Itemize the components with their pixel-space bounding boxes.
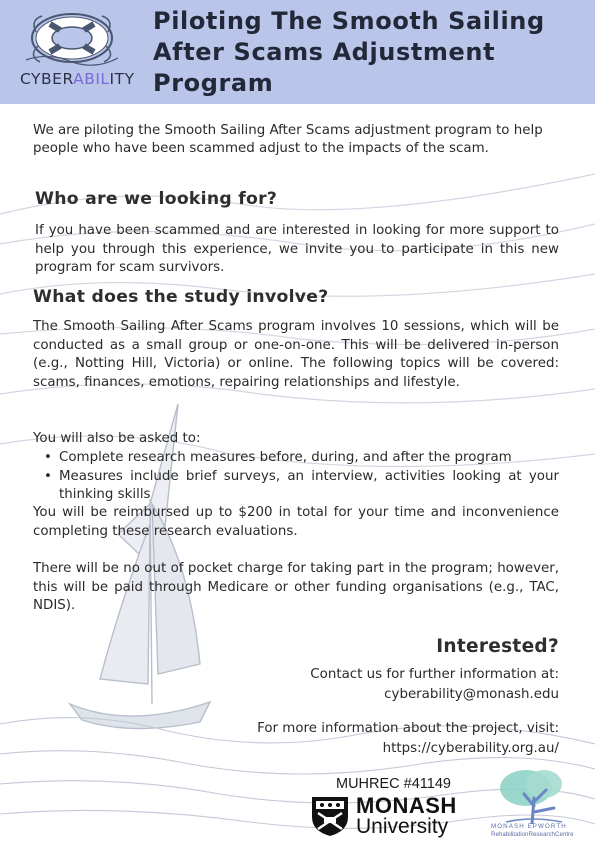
- bullet-icon: •: [44, 468, 52, 484]
- list-item: • Measures include brief surveys, an interview, activities looking at your thinking skills: [44, 468, 559, 502]
- ethics-approval-number: MUHREC #41149: [336, 776, 451, 792]
- intro-paragraph: We are piloting the Smooth Sailing After Scams adjustment program to help people who have been scammed adjust to the impacts of the scam.: [33, 123, 543, 156]
- monash-logo-name: MONASH: [356, 793, 457, 818]
- monash-logo-university: University: [356, 815, 449, 838]
- also-asked-text: You will also be asked to:: [33, 431, 201, 446]
- reimbursement-paragraph: You will be reimbursed up to $200 in total for your time and inconvenience completing these research evaluations.: [33, 505, 559, 539]
- contact-line: Contact us for further information at:: [310, 667, 559, 682]
- mep-logo-line1: MONASH EPWORTH: [491, 823, 567, 830]
- bullet-icon: •: [44, 450, 52, 465]
- study-heading: What does the study involve?: [33, 287, 329, 307]
- monash-crest-icon: [310, 795, 350, 837]
- more-info-line: For more information about the project, visit:: [257, 721, 559, 736]
- contact-block: [310, 665, 559, 705]
- who-paragraph: If you have been scammed and are interested in looking for more support to help you through this experience, we invite you to participate in this new program for scam survivors.: [35, 223, 559, 275]
- website-link[interactable]: https://cyberability.org.au/: [382, 741, 559, 756]
- lifebuoy-icon: [8, 6, 138, 72]
- tree-logo-icon: [496, 768, 568, 824]
- logo-wordmark: CYBERABILITY: [20, 70, 135, 88]
- header-banner: [0, 0, 595, 104]
- list-item: • Complete research measures before, during, and after the program: [43, 449, 559, 468]
- more-info-block: [257, 719, 559, 759]
- requirements-list: [43, 449, 559, 505]
- mep-logo-line2: RehabilitationResearchCentre: [491, 831, 574, 838]
- page-title: Piloting The Smooth Sailing After Scams Adjustment Program: [153, 7, 545, 97]
- interested-heading: Interested?: [436, 636, 559, 657]
- study-paragraph: The Smooth Sailing After Scams program involves 10 sessions, which will be conducted as a small group or one-on-one. This will be delivered in-person (e.g., Notting Hill, Victoria) or online. The following topics will be covered: scams, finances, emotions, repairing relationships and lifestyle.: [33, 319, 559, 390]
- cyberability-logo: [8, 6, 138, 98]
- contact-email-link[interactable]: cyberability@monash.edu: [384, 687, 559, 702]
- who-heading: Who are we looking for?: [35, 189, 278, 209]
- cost-paragraph: There will be no out of pocket charge for taking part in the program; however, this will be paid through Medicare or other funding organisations (e.g., TAC, NDIS).: [33, 561, 559, 613]
